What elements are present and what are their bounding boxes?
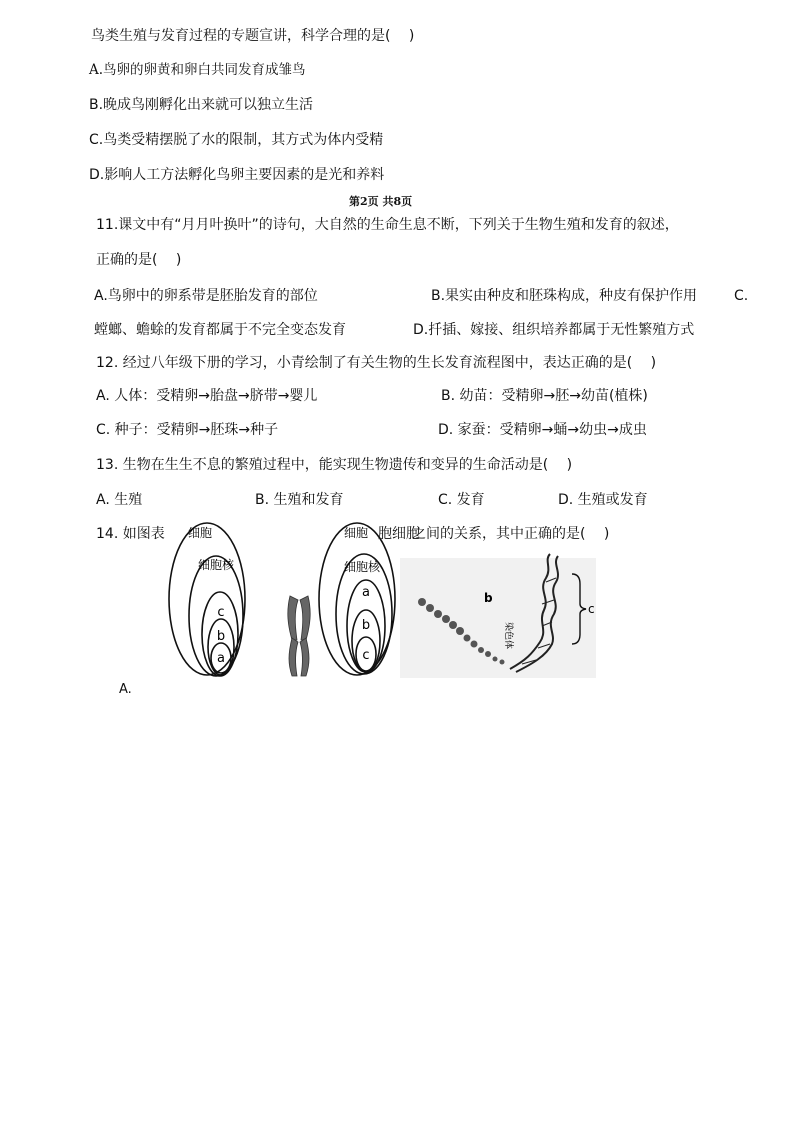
q10-stem: 鸟类生殖与发育过程的专题宣讲，科学合理的是( ) [91, 28, 415, 44]
q12-option-b: B. 幼苗：受精卵→胚→幼苗(植株) [441, 388, 648, 404]
chromosome-arm-1 [288, 596, 298, 640]
label-nucleus-left: 细胞核 [197, 558, 235, 572]
q13-option-a: A. 生殖 [96, 492, 143, 508]
q12-option-d: D. 家蚕：受精卵→蛹→幼虫→成虫 [438, 422, 647, 438]
q14-stem-mid: 胞细胞 [378, 526, 420, 542]
label-c-dna: c [588, 602, 595, 616]
q14-option-a: A. [119, 682, 132, 697]
label-c-right: c [362, 648, 370, 663]
q12-option-a: A. 人体：受精卵→胎盘→脐带→婴儿 [96, 388, 318, 404]
q11-stem-line1: 11.课文中有“月月叶换叶”的诗句，大自然的生命生息不断，下列关于生物生殖和发育的叙述， [96, 217, 679, 233]
q13-option-d: D. 生殖或发育 [558, 492, 648, 508]
q14-figure [160, 514, 600, 684]
q13-option-b: B. 生殖和发育 [255, 492, 344, 508]
q14-stem-left: 14. 如图表 [96, 526, 165, 542]
oval-b-left [208, 619, 234, 675]
chromosome-arm-2 [300, 596, 310, 640]
q11-option-c: 螳螂、蟾蜍的发育都属于不完全变态发育 [94, 322, 346, 338]
q12-option-c: C. 种子：受精卵→胚珠→种子 [96, 422, 279, 438]
label-nucleus-right: 细胞核 [343, 560, 381, 574]
q11-option-d: D.扦插、嫁接、组织培养都属于无性繁殖方式 [413, 322, 695, 338]
chromosome-arm-3 [289, 638, 298, 676]
q11-option-c-prefix: C. [734, 288, 749, 304]
q10-option-b: B.晚成鸟刚孵化出来就可以独立生活 [89, 97, 314, 113]
label-b-right: b [361, 618, 371, 633]
label-a-right: a [362, 585, 370, 600]
nested-ovals-right [319, 523, 395, 675]
q11-option-a: A.鸟卵中的卵系带是胚胎发育的部位 [94, 288, 318, 304]
q10-option-a: A.鸟卵的卵黄和卵白共同发育成雏鸟 [89, 62, 306, 78]
cell-nucleus-chromosome-dna-diagram [160, 514, 600, 684]
q11-stem-line2: 正确的是( ) [96, 252, 182, 268]
label-c-left: c [217, 605, 225, 620]
label-cell-left: 细胞 [187, 526, 213, 540]
q11-option-b: B.果实由种皮和胚珠构成，种皮有保护作用 [431, 288, 698, 304]
q13-option-c: C. 发育 [438, 492, 485, 508]
page-footer: 第2页 共8页 [349, 195, 413, 208]
chromosome-shape [288, 596, 310, 676]
nested-ovals-left [169, 523, 245, 676]
q10-option-d: D.影响人工方法孵化鸟卵主要因素的是光和养料 [89, 167, 385, 183]
oval-cell-right [319, 523, 395, 675]
chromosome-arm-4 [300, 638, 309, 676]
q13-stem: 13. 生物在生生不息的繁殖过程中，能实现生物遗传和变异的生命活动是( ) [96, 457, 573, 473]
label-a-left: a [217, 651, 225, 666]
label-vertical-dna: 染色体 [503, 622, 513, 650]
dna-panel [400, 558, 596, 678]
q14-stem-right: 之间的关系，其中正确的是( ) [412, 526, 610, 542]
label-b-dna: b [484, 591, 493, 605]
q12-stem: 12. 经过八年级下册的学习，小青绘制了有关生物的生长发育流程图中，表达正确的是( ) [96, 355, 657, 371]
label-b-left: b [216, 629, 226, 644]
q10-option-c: C.鸟类受精摆脱了水的限制，其方式为体内受精 [89, 132, 384, 148]
label-cell-right: 细胞 [343, 526, 369, 540]
